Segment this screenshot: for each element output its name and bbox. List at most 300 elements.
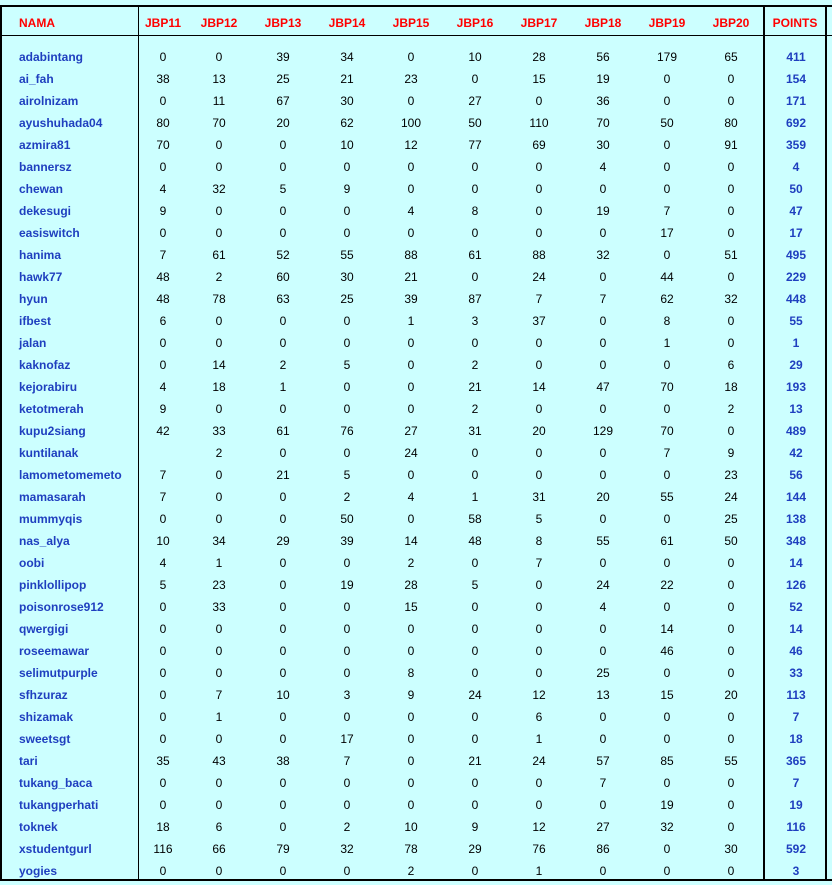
score-cell: 27 <box>468 94 482 108</box>
score-cell: 0 <box>279 732 287 746</box>
player-name: sweetsgt <box>19 732 71 746</box>
score-cell: 61 <box>660 534 674 548</box>
player-name: toknek <box>19 820 58 834</box>
score-cell: 0 <box>471 182 479 196</box>
score-cell: 52 <box>276 248 290 262</box>
score-cell: 0 <box>727 314 735 328</box>
score-cell: 6 <box>535 710 543 724</box>
score-cell: 20 <box>724 688 738 702</box>
player-name: roseemawar <box>19 644 90 658</box>
score-cell: 0 <box>159 732 167 746</box>
score-cell: 25 <box>596 666 610 680</box>
score-cell: 21 <box>340 72 354 86</box>
score-cell: 0 <box>535 402 543 416</box>
score-cell: 18 <box>156 820 170 834</box>
score-cell: 0 <box>159 600 167 614</box>
score-cell: 2 <box>407 864 415 878</box>
score-cell: 32 <box>596 248 610 262</box>
table-row <box>0 420 832 442</box>
score-cell: 0 <box>279 138 287 152</box>
table-row <box>0 156 832 178</box>
score-cell: 24 <box>596 578 610 592</box>
table-row <box>0 860 832 882</box>
score-cell: 78 <box>212 292 226 306</box>
table-row <box>0 574 832 596</box>
score-cell: 0 <box>279 556 287 570</box>
score-cell: 0 <box>599 512 607 526</box>
score-cell: 0 <box>343 160 351 174</box>
score-cell: 19 <box>340 578 354 592</box>
score-cell: 18 <box>212 380 226 394</box>
player-name: hawk77 <box>19 270 63 284</box>
score-cell: 14 <box>404 534 418 548</box>
score-cell: 0 <box>471 798 479 812</box>
player-name: adabintang <box>19 50 84 64</box>
player-name: ketotmerah <box>19 402 84 416</box>
score-cell: 76 <box>532 842 546 856</box>
table-row <box>0 486 832 508</box>
score-cell: 21 <box>404 270 418 284</box>
score-cell: 80 <box>156 116 170 130</box>
score-cell: 0 <box>215 402 223 416</box>
player-name: airolnizam <box>19 94 79 108</box>
score-cell: 12 <box>404 138 418 152</box>
player-name: nas_alya <box>19 534 70 548</box>
score-cell: 0 <box>343 622 351 636</box>
score-cell: 9 <box>343 182 351 196</box>
player-name: hanima <box>19 248 62 262</box>
score-cell: 0 <box>279 798 287 812</box>
score-cell: 30 <box>596 138 610 152</box>
score-cell: 36 <box>596 94 610 108</box>
score-cell: 0 <box>471 776 479 790</box>
score-cell: 0 <box>279 490 287 504</box>
score-cell: 10 <box>156 534 170 548</box>
table-row <box>0 266 832 288</box>
score-cell: 80 <box>724 116 738 130</box>
score-cell: 0 <box>159 512 167 526</box>
table-row <box>0 816 832 838</box>
column-header-jbp20: JBP20 <box>712 16 750 30</box>
score-cell: 50 <box>660 116 674 130</box>
score-cell: 0 <box>159 358 167 372</box>
score-cell: 10 <box>468 50 482 64</box>
points-cell: 154 <box>785 72 807 86</box>
score-cell: 62 <box>660 292 674 306</box>
score-cell: 0 <box>343 226 351 240</box>
column-header-jbp18: JBP18 <box>584 16 622 30</box>
player-name: pinklollipop <box>19 578 87 592</box>
player-name: kupu2siang <box>19 424 86 438</box>
score-cell: 0 <box>663 72 671 86</box>
score-cell: 0 <box>407 358 415 372</box>
score-cell: 0 <box>535 798 543 812</box>
score-cell: 0 <box>599 314 607 328</box>
table-row <box>0 464 832 486</box>
points-cell: 448 <box>785 292 807 306</box>
score-cell: 0 <box>407 402 415 416</box>
score-cell: 42 <box>156 424 170 438</box>
score-cell: 0 <box>535 776 543 790</box>
score-cell: 91 <box>724 138 738 152</box>
player-name: chewan <box>19 182 64 196</box>
score-cell: 6 <box>159 314 167 328</box>
table-row <box>0 772 832 794</box>
score-cell: 2 <box>471 358 479 372</box>
table-row <box>0 134 832 156</box>
score-cell: 100 <box>400 116 422 130</box>
score-cell: 4 <box>159 380 167 394</box>
score-cell: 9 <box>159 402 167 416</box>
score-cell: 2 <box>215 270 223 284</box>
score-cell: 0 <box>727 644 735 658</box>
score-cell: 2 <box>407 556 415 570</box>
score-cell: 48 <box>156 270 170 284</box>
score-cell: 1 <box>471 490 479 504</box>
score-cell: 0 <box>159 776 167 790</box>
score-cell: 2 <box>215 446 223 460</box>
score-cell: 0 <box>471 336 479 350</box>
table-row <box>0 838 832 860</box>
score-cell: 3 <box>343 688 351 702</box>
score-cell: 29 <box>276 534 290 548</box>
score-cell: 0 <box>599 864 607 878</box>
score-cell: 0 <box>407 644 415 658</box>
score-cell: 6 <box>727 358 735 372</box>
score-cell: 7 <box>159 248 167 262</box>
score-cell: 0 <box>599 182 607 196</box>
score-cell: 61 <box>468 248 482 262</box>
column-header-jbp14: JBP14 <box>328 16 366 30</box>
score-cell: 0 <box>407 622 415 636</box>
score-cell: 70 <box>660 424 674 438</box>
points-cell: 52 <box>789 600 803 614</box>
score-cell: 2 <box>471 402 479 416</box>
score-cell: 0 <box>471 468 479 482</box>
score-cell: 0 <box>535 182 543 196</box>
score-cell: 32 <box>340 842 354 856</box>
score-cell: 0 <box>407 182 415 196</box>
score-cell: 67 <box>276 94 290 108</box>
score-cell: 1 <box>215 710 223 724</box>
player-name: ayushuhada04 <box>19 116 103 130</box>
column-header-jbp12: JBP12 <box>200 16 238 30</box>
score-cell: 39 <box>340 534 354 548</box>
score-cell: 0 <box>599 710 607 724</box>
points-cell: 113 <box>786 688 806 702</box>
header-divider <box>0 35 832 36</box>
score-cell: 33 <box>212 424 226 438</box>
score-cell: 13 <box>596 688 610 702</box>
score-cell: 1 <box>535 864 543 878</box>
points-cell: 1 <box>792 336 800 350</box>
score-cell: 0 <box>727 556 735 570</box>
score-cell: 0 <box>279 578 287 592</box>
score-cell: 27 <box>404 424 418 438</box>
score-cell: 0 <box>599 798 607 812</box>
score-cell: 0 <box>727 776 735 790</box>
table-row <box>0 442 832 464</box>
score-cell: 0 <box>727 160 735 174</box>
points-cell: 193 <box>785 380 807 394</box>
score-cell: 12 <box>532 820 546 834</box>
score-cell: 0 <box>471 270 479 284</box>
score-cell: 50 <box>724 534 738 548</box>
column-header-jbp13: JBP13 <box>264 16 302 30</box>
score-cell: 9 <box>471 820 479 834</box>
score-cell: 0 <box>215 512 223 526</box>
player-name: bannersz <box>19 160 72 174</box>
score-cell: 25 <box>724 512 738 526</box>
table-row <box>0 68 832 90</box>
score-cell: 0 <box>535 446 543 460</box>
score-cell: 0 <box>727 864 735 878</box>
score-cell: 0 <box>159 710 167 724</box>
column-header-nama: NAMA <box>19 16 55 30</box>
score-cell: 0 <box>343 556 351 570</box>
table-row <box>0 222 832 244</box>
score-cell: 0 <box>407 798 415 812</box>
score-cell: 14 <box>660 622 674 636</box>
table-row <box>0 354 832 376</box>
player-name: kuntilanak <box>19 446 79 460</box>
score-cell: 0 <box>279 402 287 416</box>
table-row <box>0 684 832 706</box>
score-cell: 0 <box>535 94 543 108</box>
table-row <box>0 508 832 530</box>
score-cell: 17 <box>340 732 354 746</box>
points-cell: 495 <box>785 248 807 262</box>
player-name: mamasarah <box>19 490 86 504</box>
score-cell: 1 <box>279 380 287 394</box>
score-cell: 70 <box>596 116 610 130</box>
score-cell: 0 <box>663 138 671 152</box>
score-cell: 32 <box>660 820 674 834</box>
points-cell: 144 <box>785 490 807 504</box>
score-cell: 0 <box>727 204 735 218</box>
score-cell: 0 <box>279 776 287 790</box>
table-row <box>0 200 832 222</box>
top-border <box>0 5 832 7</box>
score-cell: 55 <box>340 248 354 262</box>
score-cell: 0 <box>471 666 479 680</box>
score-cell: 20 <box>276 116 290 130</box>
score-cell: 4 <box>599 160 607 174</box>
score-cell: 0 <box>471 644 479 658</box>
score-cell: 10 <box>276 688 290 702</box>
score-cell: 32 <box>724 292 738 306</box>
score-cell: 5 <box>471 578 479 592</box>
column-header-points: POINTS <box>772 16 818 30</box>
score-cell: 46 <box>660 644 674 658</box>
score-cell: 0 <box>599 226 607 240</box>
points-cell: 18 <box>789 732 803 746</box>
score-cell: 0 <box>663 556 671 570</box>
score-cell: 0 <box>215 666 223 680</box>
score-cell: 0 <box>727 226 735 240</box>
points-cell: 229 <box>785 270 807 284</box>
score-cell: 50 <box>468 116 482 130</box>
score-cell: 0 <box>159 94 167 108</box>
score-cell: 0 <box>727 710 735 724</box>
score-cell: 0 <box>727 336 735 350</box>
score-cell: 0 <box>215 732 223 746</box>
score-cell: 0 <box>279 512 287 526</box>
player-name: selimutpurple <box>19 666 98 680</box>
score-cell: 0 <box>663 666 671 680</box>
points-cell: 126 <box>785 578 807 592</box>
score-cell: 0 <box>343 336 351 350</box>
score-cell: 30 <box>724 842 738 856</box>
score-cell: 0 <box>535 336 543 350</box>
score-cell: 8 <box>663 314 671 328</box>
score-cell: 30 <box>340 270 354 284</box>
score-cell: 0 <box>343 710 351 724</box>
score-cell: 25 <box>340 292 354 306</box>
score-cell: 0 <box>343 776 351 790</box>
score-cell: 0 <box>215 776 223 790</box>
score-cell: 0 <box>215 336 223 350</box>
table-row <box>0 618 832 640</box>
score-cell: 8 <box>407 666 415 680</box>
score-cell: 0 <box>159 864 167 878</box>
score-cell <box>143 442 183 464</box>
score-cell: 15 <box>404 600 418 614</box>
score-cell: 69 <box>532 138 546 152</box>
points-cell: 359 <box>785 138 807 152</box>
score-cell: 10 <box>340 138 354 152</box>
column-header-jbp19: JBP19 <box>648 16 686 30</box>
score-cell: 29 <box>468 842 482 856</box>
score-cell: 0 <box>215 160 223 174</box>
score-cell: 23 <box>404 72 418 86</box>
score-cell: 32 <box>212 182 226 196</box>
player-name: ifbest <box>19 314 52 328</box>
points-cell: 55 <box>789 314 803 328</box>
score-cell: 0 <box>279 204 287 218</box>
column-header-jbp16: JBP16 <box>456 16 494 30</box>
score-cell: 43 <box>212 754 226 768</box>
score-cell: 0 <box>599 358 607 372</box>
score-cell: 0 <box>215 138 223 152</box>
score-cell: 7 <box>535 292 543 306</box>
score-cell: 85 <box>660 754 674 768</box>
score-cell: 11 <box>212 94 226 108</box>
score-cell: 0 <box>343 446 351 460</box>
score-cell: 38 <box>156 72 170 86</box>
score-cell: 58 <box>468 512 482 526</box>
table-row <box>0 706 832 728</box>
score-cell: 1 <box>407 314 415 328</box>
player-name: ai_fah <box>19 72 54 86</box>
player-name: tukang_baca <box>19 776 93 790</box>
score-cell: 0 <box>407 754 415 768</box>
table-row <box>0 728 832 750</box>
score-cell: 9 <box>159 204 167 218</box>
points-cell: 116 <box>786 820 806 834</box>
score-cell: 88 <box>532 248 546 262</box>
score-cell: 0 <box>727 94 735 108</box>
score-cell: 2 <box>343 490 351 504</box>
score-cell: 3 <box>471 314 479 328</box>
score-cell: 0 <box>471 160 479 174</box>
score-cell: 0 <box>727 578 735 592</box>
table-row <box>0 310 832 332</box>
table-row <box>0 530 832 552</box>
score-cell: 23 <box>724 468 738 482</box>
score-cell: 39 <box>404 292 418 306</box>
player-name: tukangperhati <box>19 798 99 812</box>
points-cell: 7 <box>792 710 800 724</box>
score-cell: 0 <box>663 710 671 724</box>
score-cell: 19 <box>596 72 610 86</box>
table-row <box>0 244 832 266</box>
score-cell: 34 <box>212 534 226 548</box>
score-cell: 24 <box>468 688 482 702</box>
points-cell: 29 <box>789 358 803 372</box>
score-cell: 0 <box>343 600 351 614</box>
score-cell: 28 <box>532 50 546 64</box>
score-cell: 65 <box>724 50 738 64</box>
score-cell: 88 <box>404 248 418 262</box>
score-cell: 39 <box>276 50 290 64</box>
score-cell: 1 <box>215 556 223 570</box>
score-cell: 56 <box>596 50 610 64</box>
score-cell: 0 <box>407 160 415 174</box>
score-cell: 7 <box>599 292 607 306</box>
table-row <box>0 794 832 816</box>
score-cell: 0 <box>407 468 415 482</box>
points-cell: 14 <box>789 622 803 636</box>
score-cell: 66 <box>212 842 226 856</box>
score-cell: 0 <box>343 402 351 416</box>
table-row <box>0 376 832 398</box>
score-cell: 44 <box>660 270 674 284</box>
score-cell: 0 <box>407 776 415 790</box>
score-cell: 0 <box>279 446 287 460</box>
score-cell: 1 <box>663 336 671 350</box>
score-cell: 0 <box>663 248 671 262</box>
player-name: oobi <box>19 556 45 570</box>
score-cell: 86 <box>596 842 610 856</box>
score-cell: 0 <box>471 622 479 636</box>
score-cell: 7 <box>535 556 543 570</box>
score-cell: 6 <box>215 820 223 834</box>
score-cell: 0 <box>343 314 351 328</box>
score-cell: 0 <box>159 798 167 812</box>
score-cell: 0 <box>343 798 351 812</box>
player-name: jalan <box>19 336 47 350</box>
score-cell: 0 <box>159 688 167 702</box>
score-cell: 24 <box>404 446 418 460</box>
score-cell: 24 <box>532 754 546 768</box>
score-cell: 0 <box>471 864 479 878</box>
score-cell: 79 <box>276 842 290 856</box>
score-cell: 27 <box>596 820 610 834</box>
score-cell: 15 <box>660 688 674 702</box>
points-cell: 14 <box>789 556 803 570</box>
score-cell: 0 <box>159 160 167 174</box>
score-cell: 14 <box>212 358 226 372</box>
player-name: sfhzuraz <box>19 688 68 702</box>
score-cell: 9 <box>407 688 415 702</box>
score-cell: 0 <box>727 600 735 614</box>
score-cell: 0 <box>663 160 671 174</box>
table-row <box>0 596 832 618</box>
score-cell: 87 <box>468 292 482 306</box>
score-cell: 0 <box>159 622 167 636</box>
score-cell: 0 <box>407 380 415 394</box>
